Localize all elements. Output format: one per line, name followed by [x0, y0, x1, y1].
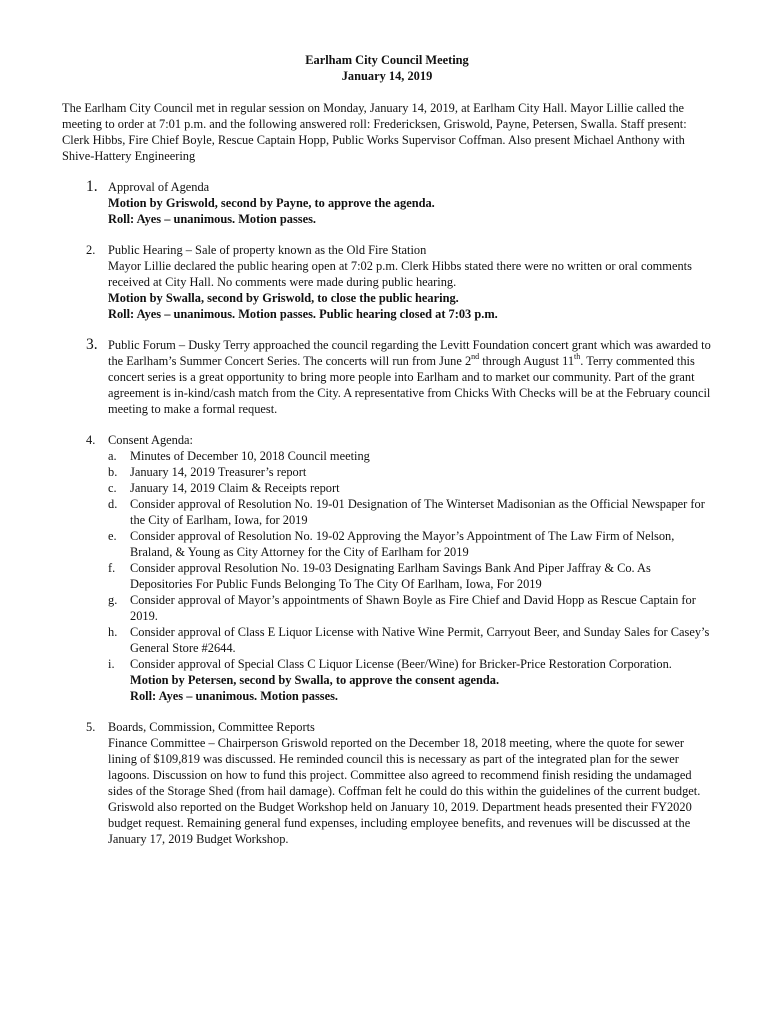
- consent-item-letter: d.: [108, 497, 118, 511]
- consent-item-letter: h.: [108, 625, 118, 639]
- ordinal-suffix: th: [574, 351, 581, 361]
- consent-item-text: Consider approval Resolution No. 19-03 Designating Earlham Savings Bank And Piper Jaffray & Co. As Depositories For Public Funds Belonging To The City Of Earlham, Iowa, For 2019: [130, 561, 651, 591]
- motion-text: Motion by Swalla, second by Griswold, to close the public hearing.: [108, 291, 459, 305]
- consent-list: [108, 448, 712, 672]
- consent-item-text: Consider approval of Mayor’s appointments of Shawn Boyle as Fire Chief and David Hopp as Rescue Captain for 2019.: [130, 593, 696, 623]
- agenda-item-4: [62, 432, 712, 704]
- motion-text: Motion by Griswold, second by Payne, to approve the agenda.: [108, 196, 435, 210]
- item-title: Public Hearing – Sale of property known as the Old Fire Station: [108, 243, 427, 257]
- agenda-item-5: [62, 719, 712, 847]
- item-number: 1.: [86, 178, 98, 195]
- item-text-c: . Terry commented this concert series is a great opportunity to bring more people into Earlham and to market our community. Part of the grant agreement is in-kind/cash match from the City. A representative from Chicks With Checks will be at the February council meeting to make a formal request.: [108, 354, 711, 416]
- consent-item: [108, 528, 712, 560]
- consent-item-letter: g.: [108, 593, 118, 607]
- consent-item: [108, 560, 712, 592]
- roll-text: Roll: Ayes – unanimous. Motion passes.: [130, 689, 339, 703]
- consent-item: [108, 592, 712, 624]
- agenda-item-1: [62, 179, 712, 227]
- agenda-item-3: [62, 337, 712, 417]
- agenda-item-2: [62, 242, 712, 322]
- consent-item: [108, 464, 712, 480]
- consent-item: [108, 448, 712, 464]
- consent-item-text: Consider approval of Class E Liquor License with Native Wine Permit, Carryout Beer, and Sunday Sales for Casey’s General Store #2644.: [130, 625, 710, 655]
- roll-text: Roll: Ayes – unanimous. Motion passes. Public hearing closed at 7:03 p.m.: [108, 307, 498, 321]
- item-number: 4.: [86, 433, 96, 447]
- roll-text: Roll: Ayes – unanimous. Motion passes.: [108, 212, 317, 226]
- item-text-a: Public Forum – Dusky Terry approached the council regarding the Levitt Foundation concert grant which was awarded to the Earlham’s Summer Concert Series. The concerts will run from June 2: [108, 338, 711, 368]
- consent-item-text: January 14, 2019 Claim & Receipts report: [130, 481, 340, 495]
- item-text: Finance Committee – Chairperson Griswold reported on the December 18, 2018 meeting, where the quote for sewer lining of $109,819 was discussed. He reminded council this is necessary as part of the integrated plan for the sewer lagoons. Discussion on how to fund this project. Committee also agreed to recommend finish residing the undamaged sides of the Storage Shed (from hail damage). Coffman felt he could do this within the guidelines of the current budget. Griswold also reported on the Budget Workshop held on January 10, 2019. Department heads presented their FY2020 budget request. Remaining general fund expenses, including employee benefits, and revenues will be discussed at the January 17, 2019 Budget Workshop.: [108, 736, 701, 846]
- item-title: Boards, Commission, Committee Reports: [108, 720, 315, 734]
- consent-item: [108, 480, 712, 496]
- item-title: Approval of Agenda: [108, 180, 210, 194]
- consent-item-letter: b.: [108, 465, 118, 479]
- item-text-b: through August 11: [479, 354, 575, 368]
- consent-item-letter: a.: [108, 449, 117, 463]
- consent-item-text: Consider approval of Special Class C Liquor License (Beer/Wine) for Bricker-Price Restoration Corporation.: [130, 657, 672, 671]
- consent-item-text: Consider approval of Resolution No. 19-01 Designation of The Winterset Madisonian as the Official Newspaper for the City of Earlham, Iowa, for 2019: [130, 497, 705, 527]
- item-number: 5.: [86, 720, 96, 734]
- consent-item: [108, 656, 712, 672]
- item-number: 3.: [86, 336, 98, 353]
- consent-item: [108, 624, 712, 656]
- consent-item-letter: c.: [108, 481, 117, 495]
- meeting-date: January 14, 2019: [341, 69, 433, 83]
- intro-paragraph: The Earlham City Council met in regular session on Monday, January 14, 2019, at Earlham City Hall. Mayor Lillie called the meeting to order at 7:01 p.m. and the following answered roll: Fredericksen, Griswold, Payne, Petersen, Swalla. Staff present: Clerk Hibbs, Fire Chief Boyle, Rescue Captain Hopp, Public Works Supervisor Coffman. Also present Michael Anthony with Shive-Hattery Engineering: [62, 101, 687, 163]
- item-text: Mayor Lillie declared the public hearing open at 7:02 p.m. Clerk Hibbs stated there were no written or oral comments received at City Hall. No comments were made during public hearing.: [108, 259, 692, 289]
- consent-item-letter: f.: [108, 561, 116, 575]
- consent-item-letter: e.: [108, 529, 117, 543]
- consent-item-letter: i.: [108, 657, 115, 671]
- consent-item-text: Consider approval of Resolution No. 19-02 Approving the Mayor’s Appointment of The Law Firm of Nelson, Braland, & Young as City Attorney for the City of Earlham for 2019: [130, 529, 675, 559]
- consent-item-text: Minutes of December 10, 2018 Council meeting: [130, 449, 370, 463]
- document-title: Earlham City Council Meeting: [305, 53, 469, 67]
- consent-item-text: January 14, 2019 Treasurer’s report: [130, 465, 307, 479]
- motion-text: Motion by Petersen, second by Swalla, to approve the consent agenda.: [130, 673, 500, 687]
- consent-item: [108, 496, 712, 528]
- ordinal-suffix: nd: [471, 351, 480, 361]
- public-forum-paragraph: [108, 337, 712, 417]
- item-number: 2.: [86, 243, 96, 257]
- item-title: Consent Agenda:: [108, 433, 194, 447]
- document-page: [62, 52, 712, 847]
